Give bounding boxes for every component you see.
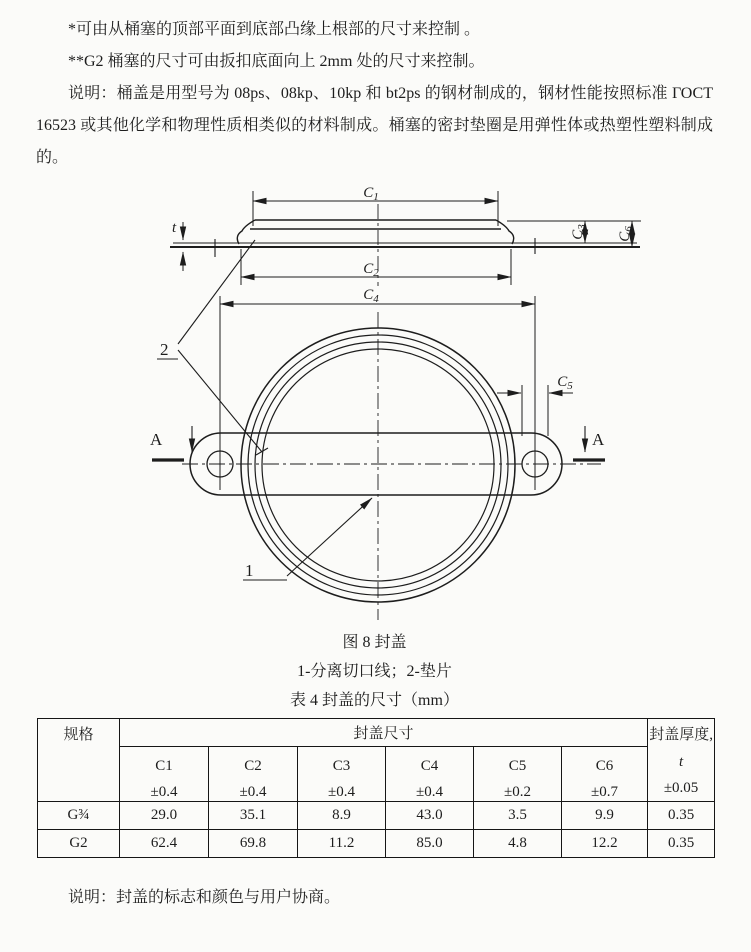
- description-paragraph: 说明：桶盖是用型号为 08ps、08kp、10kp 和 bt2ps 的钢材制成的，钢材性能按照标准 ГОСТ 16523 或其他化学和物理性质相类似的材料制成。桶塞的密封垫圈是用弹性体或热塑性塑料制成的。: [36, 85, 713, 166]
- cover-dims-header: 封盖尺寸: [120, 719, 648, 747]
- value-cell: 85.0: [386, 830, 474, 858]
- subheader-c2: C2 ±0.4: [209, 747, 298, 802]
- footnote-2: **G2 桶塞的尺寸可由扳扣底面向上 2mm 处的尺寸来控制。: [68, 53, 485, 70]
- value-cell: 4.8: [474, 830, 562, 858]
- thickness-column-header: [648, 719, 715, 802]
- value-cell: 12.2: [562, 830, 648, 858]
- c6-dimension-label: $C_6$: [617, 226, 635, 242]
- c4-dimension: [220, 296, 535, 490]
- subheader-c1: C1 ±0.4: [120, 747, 209, 802]
- technical-drawing: [145, 178, 645, 630]
- thickness-header-title: 封盖厚度,: [649, 727, 713, 743]
- dimensions-table: [37, 718, 715, 858]
- subheader-c3: C3 ±0.4: [298, 747, 386, 802]
- c2-dimension-label: $C_2$: [363, 261, 379, 279]
- part2-label: 2: [160, 340, 169, 359]
- c5-dimension-label: $C_5$: [557, 374, 573, 392]
- value-cell: 0.35: [648, 830, 715, 858]
- t-dimension-label: t: [172, 220, 177, 236]
- value-cell: 35.1: [209, 802, 298, 830]
- value-cell: 69.8: [209, 830, 298, 858]
- value-cell: 29.0: [120, 802, 209, 830]
- value-cell: 8.9: [298, 802, 386, 830]
- value-cell: 9.9: [562, 802, 648, 830]
- figure-legend: 1-分离切口线；2-垫片: [297, 663, 452, 680]
- value-cell: 43.0: [386, 802, 474, 830]
- value-cell: 62.4: [120, 830, 209, 858]
- subheader-c4: C4 ±0.4: [386, 747, 474, 802]
- footnote-1: *可由从桶塞的顶部平面到底部凸缘上根部的尺寸来控制 。: [68, 21, 481, 38]
- thickness-tolerance: ±0.05: [663, 780, 699, 796]
- c3-dimension-label: $C_3$: [570, 224, 588, 240]
- cap-profile: [237, 220, 513, 244]
- section-a-label: A: [592, 430, 605, 449]
- spec-cell: G2: [38, 830, 120, 858]
- c1-dimension-label: $C_1$: [363, 185, 379, 203]
- part2-leaders: [157, 240, 268, 455]
- footer-note: 说明：封盖的标志和颜色与用户协商。: [68, 889, 341, 906]
- subheader-c6: C6 ±0.7: [562, 747, 648, 802]
- subheader-c5: C5 ±0.2: [474, 747, 562, 802]
- table-title: 表 4 封盖的尺寸（mm）: [290, 692, 459, 709]
- thickness-symbol: t: [678, 754, 684, 770]
- table-row-g2: [38, 830, 715, 858]
- spec-column-header: 规格: [38, 719, 120, 802]
- figure-caption: 图 8 封盖: [342, 634, 407, 651]
- spec-cell: G¾: [38, 802, 120, 830]
- table-row-g34: [38, 802, 715, 830]
- value-cell: 0.35: [648, 802, 715, 830]
- value-cell: 3.5: [474, 802, 562, 830]
- c4-dimension-label: $C_4$: [363, 287, 379, 305]
- section-a-label: A: [150, 430, 163, 449]
- part1-label: 1: [245, 561, 254, 580]
- cover-drawing-svg: [145, 178, 645, 630]
- value-cell: 11.2: [298, 830, 386, 858]
